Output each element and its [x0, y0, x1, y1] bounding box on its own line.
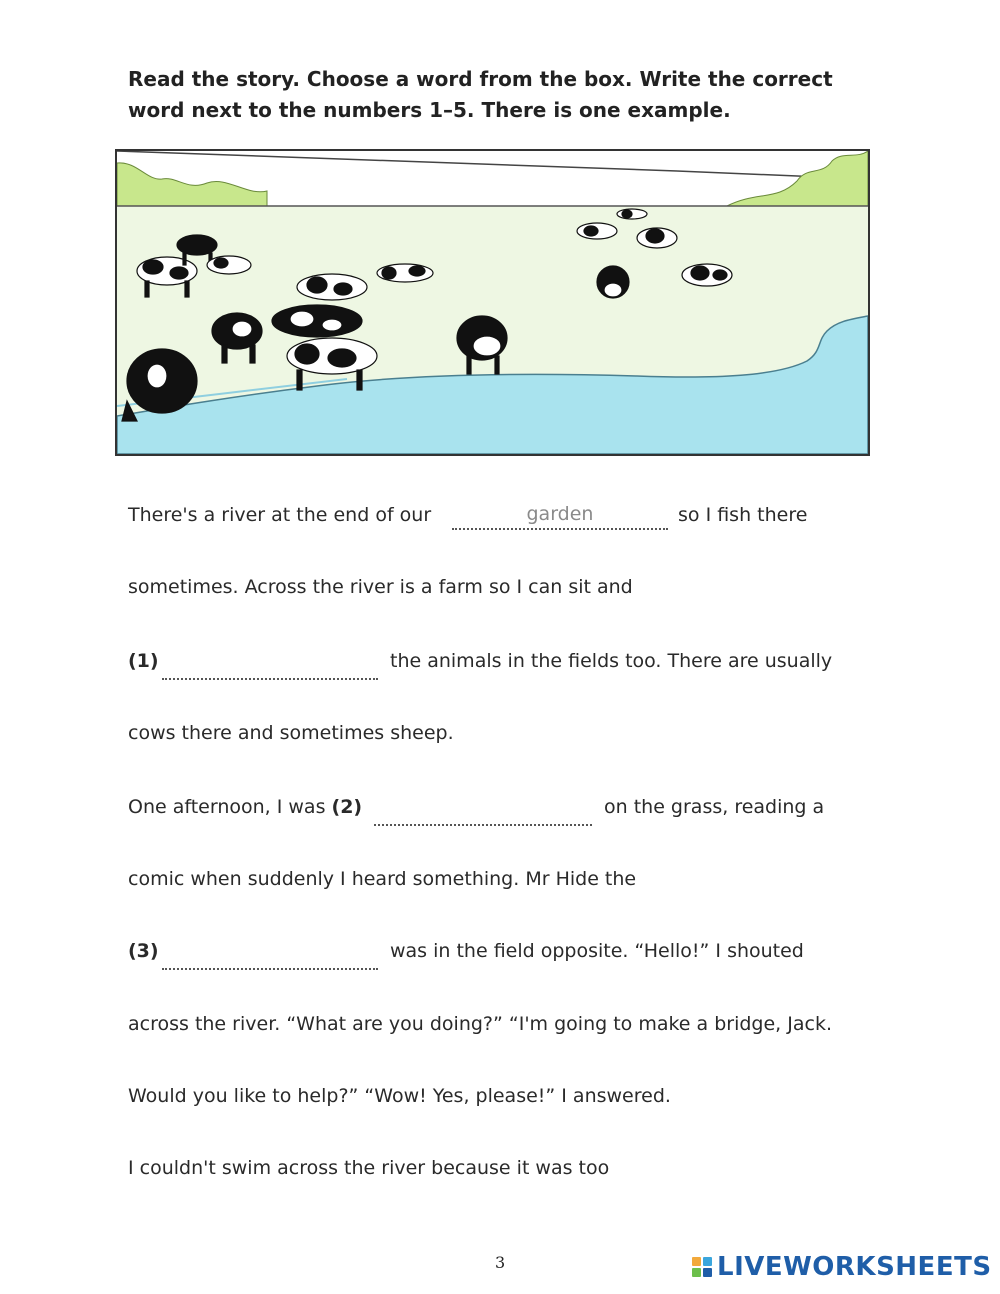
story-line-2: sometimes. Across the river is a farm so I can sit and — [128, 576, 633, 598]
story-line-6: comic when suddenly I heard something. Mr Hide the — [128, 868, 637, 890]
answer-blank-3[interactable] — [162, 940, 378, 970]
story-text: One afternoon, I was — [128, 796, 326, 818]
story-line-5 — [128, 796, 362, 818]
story-line-9: Would you like to help?” “Wow! Yes, please!” I answered. — [128, 1085, 671, 1107]
answer-blank-2[interactable] — [374, 796, 592, 826]
logo-text: LIVEWORKSHEETS — [717, 1252, 992, 1282]
story-line-3-number — [128, 650, 159, 672]
story-text: There's a river at the end of our — [128, 504, 432, 526]
story-line-1-end — [678, 504, 807, 526]
question-number-3: (3) — [128, 940, 159, 962]
farm-river-illustration — [115, 149, 870, 456]
answer-input-2[interactable] — [374, 796, 592, 824]
cows-by-river-picture — [117, 151, 868, 454]
story-line-3: the animals in the fields too. There are usually — [390, 650, 833, 672]
story-line-1 — [128, 504, 431, 526]
liveworksheets-logo[interactable] — [692, 1252, 992, 1282]
story-line-10: I couldn't swim across the river because it was too — [128, 1157, 610, 1179]
question-number-2: (2) — [331, 796, 363, 818]
answer-input-3[interactable] — [162, 940, 378, 968]
liveworksheets-logo-icon — [692, 1257, 712, 1277]
story-text: so I fish there — [678, 504, 808, 526]
example-answer: garden — [526, 503, 594, 525]
page-number: 3 — [495, 1253, 506, 1272]
story-line-7: was in the field opposite. “Hello!” I shouted — [390, 940, 804, 962]
story-line-7-number — [128, 940, 159, 962]
answer-input-1[interactable] — [162, 650, 378, 678]
question-number-1: (1) — [128, 650, 159, 672]
answer-blank-1[interactable] — [162, 650, 378, 680]
example-answer-blank — [452, 500, 668, 530]
story-line-5-end: on the grass, reading a — [604, 796, 825, 818]
story-line-4: cows there and sometimes sheep. — [128, 722, 454, 744]
story-line-8: across the river. “What are you doing?” “I'm going to make a bridge, Jack. — [128, 1013, 832, 1035]
instructions: Read the story. Choose a word from the box. Write the correct word next to the numbers 1–5. There is one example. — [128, 67, 833, 122]
